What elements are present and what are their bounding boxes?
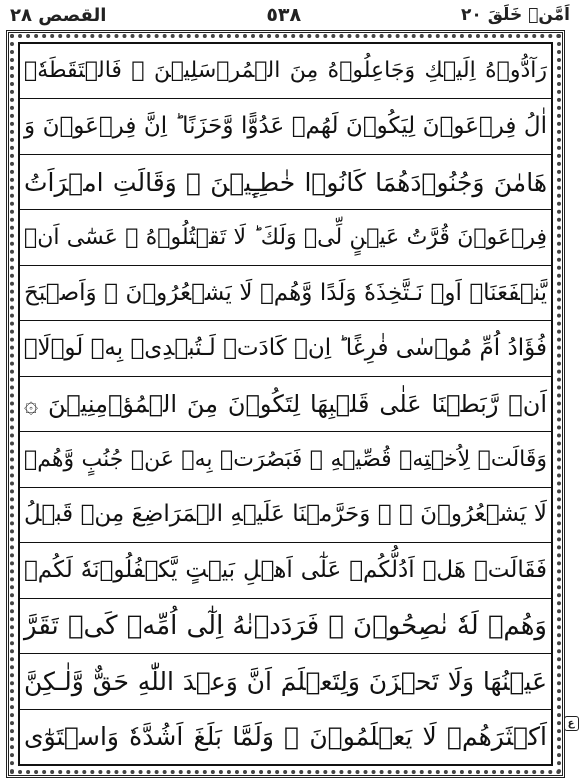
text-line: لَا يَشۡعُرُوۡنَ ۞ ۙ وَحَرَّمۡنَا عَلَيۡهِ الۡمَرَاضِعَ مِنۡ قَبۡلُ <box>20 488 551 543</box>
text-line: فِرۡعَوۡنَ قُرَّتُ عَيۡنٍ لِّىۡ وَلَكَ ؕ لَا تَقۡتُلُوۡهُ ۖ عَسٰٓى اَنۡ <box>20 210 551 265</box>
page-number: ٥٣٨ <box>266 4 302 26</box>
surah-name: القصص ٢٨ <box>10 4 107 26</box>
verse-lines <box>20 44 551 764</box>
ruku-marker-label: ع <box>564 716 579 731</box>
text-line: عَيۡنُهَا وَلَا تَحۡزَنَ وَلِتَعۡلَمَ اَنَّ وَعۡدَ اللّٰهِ حَقٌّ وَّلٰـكِنَّ <box>20 654 551 709</box>
text-line: اٰلُ فِرۡعَوۡنَ لِيَكُوۡنَ لَهُمۡ عَدُوًّا وَّحَزَنًا ؕ اِنَّ فِرۡعَوۡنَ وَ <box>20 99 551 154</box>
para-name: اَمَّنۡ خَلَقَ ٢٠ <box>461 5 570 25</box>
text-line: فَقَالَتۡ هَلۡ اَدُلُّكُمۡ عَلٰٓى اَهۡلِ بَيۡتٍ يَّكۡفُلُوۡنَهٗ لَكُمۡ <box>20 543 551 598</box>
text-line: يَّنۡفَعَنَاۤ اَوۡ نَـتَّخِذَهٗ وَلَدًا وَّهُمۡ لَا يَشۡعُرُوۡنَ ۞ وَاَصۡبَحَ <box>20 266 551 321</box>
page-header <box>10 0 570 30</box>
text-line: وَهُمۡ لَهٗ نٰصِحُوۡنَ ۞ فَرَدَدۡنٰهُ اِلٰٓى اُمِّهٖ كَىۡ تَقَرَّ <box>20 599 551 654</box>
text-line: فُؤَادُ اُمِّ مُوۡسٰى فٰرِغًا ؕ اِنۡ كَادَتۡ لَـتُبۡدِىۡ بِهٖ لَوۡلَاۤ <box>20 321 551 376</box>
text-frame <box>18 42 553 766</box>
text-line: اَنۡ رَّبَطۡنَا عَلٰى قَلۡبِهَا لِتَكُوۡنَ مِنَ الۡمُؤۡمِنِيۡنَ ۞ <box>20 377 551 432</box>
text-line: رَآدُّوۡهُ اِلَيۡكِ وَجَاعِلُوۡهُ مِنَ الۡمُرۡسَلِيۡنَ ۞ فَالۡتَقَطَهٗۤ <box>20 44 551 99</box>
text-line: وَقَالَتۡ لِاُخۡتِهٖ قُصِّيۡهِ ۫ فَبَصُرَتۡ بِهٖ عَنۡ جُنُبٍ وَّهُمۡ <box>20 432 551 487</box>
text-line: هَامٰنَ وَجُنُوۡدَهُمَا كَانُوۡا خٰطِـِٕيۡنَ ۞ وَقَالَتِ امۡرَاَتُ <box>20 155 551 210</box>
text-line: اَكۡثَرَهُمۡ لَا يَعۡلَمُوۡنَ ۞ وَلَمَّا بَلَغَ اَشُدَّهٗ وَاسۡتَوٰٓى <box>24 722 547 752</box>
ruku-marker <box>563 688 579 758</box>
